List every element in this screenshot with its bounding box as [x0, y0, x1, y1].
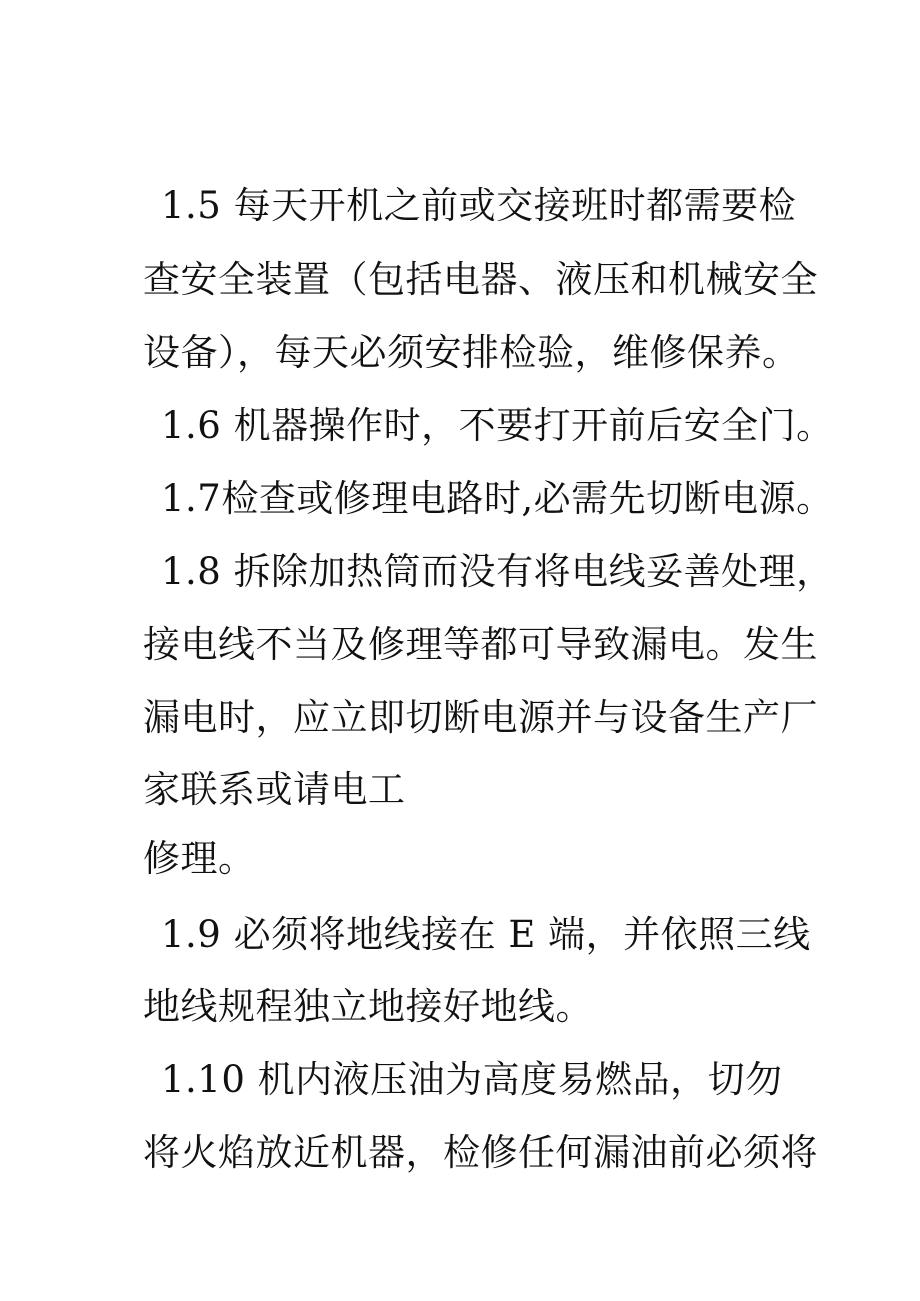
text-line-7: 接电线不当及修理等都可导致漏电。发生 [143, 623, 818, 666]
text-line-12: 地线规程独立地接好地线。 [143, 985, 593, 1028]
text-line-11: 1.9 必须将地线接在 E 端，并依照三线 [161, 913, 811, 956]
text-line-14: 将火焰放近机器，检修任何漏油前必须将 [143, 1131, 818, 1174]
text-line-3: 设备），每天必须安排检验，维修保养。 [143, 331, 800, 374]
text-line-2: 查安全装置（包括电器、液压和机械安全 [143, 258, 818, 301]
text-line-13: 1.10 机内液压油为高度易燃品，切勿 [161, 1058, 783, 1101]
text-line-5: 1.7检查或修理电路时,必需先切断电源。 [161, 477, 834, 520]
text-line-8: 漏电时，应立即切断电源并与设备生产厂 [143, 696, 818, 739]
text-line-4: 1.6 机器操作时，不要打开前后安全门。 [161, 404, 834, 447]
text-line-6: 1.8 拆除加热筒而没有将电线妥善处理， [161, 550, 834, 593]
text-line-10: 修理。 [143, 837, 256, 880]
text-line-9: 家联系或请电工 [143, 768, 406, 811]
text-line-1: 1.5 每天开机之前或交接班时都需要检 [161, 184, 797, 227]
